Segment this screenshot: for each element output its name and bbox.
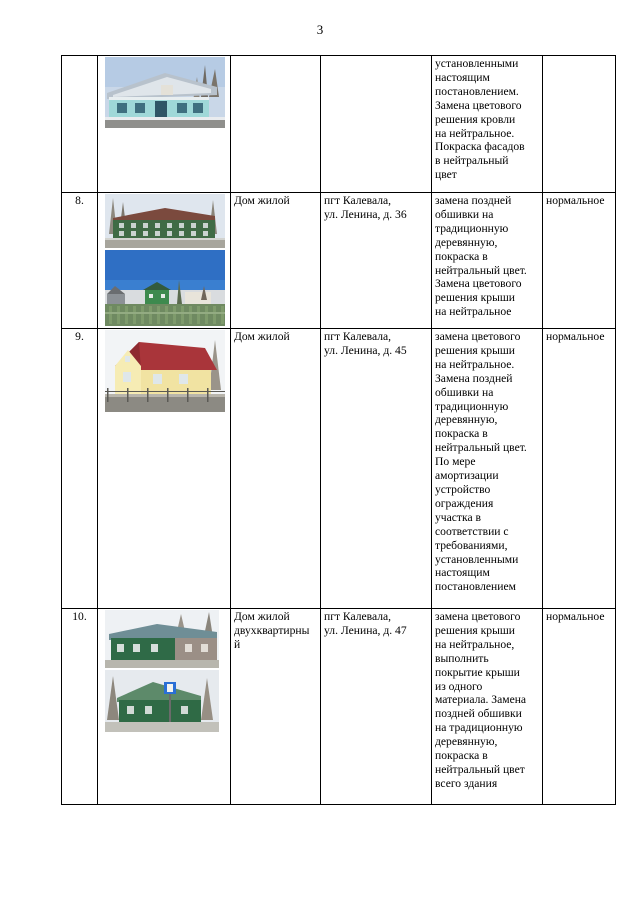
photo-shop-building [105, 57, 227, 128]
photo-cell [98, 609, 231, 805]
page-number: 3 [316, 22, 324, 37]
object-address: пгт Калевала, ул. Ленина, д. 47 [321, 609, 432, 805]
object-address [321, 56, 432, 193]
photo-yellow-house-red-roof [105, 330, 227, 412]
table-row [62, 329, 616, 609]
heritage-objects-table [61, 55, 616, 805]
photo-green-two-storey-house [105, 194, 227, 248]
photo-cell [98, 329, 231, 609]
photo-green-duplex-house [105, 610, 227, 668]
object-name: Дом жилой [231, 193, 321, 329]
row-number [62, 56, 98, 193]
photo-cell [98, 56, 231, 193]
photo-cell [98, 193, 231, 329]
object-address: пгт Калевала, ул. Ленина, д. 36 [321, 193, 432, 329]
object-name: Дом жилой двухквартирны й [231, 609, 321, 805]
row-number: 10. [62, 609, 98, 805]
table-row [62, 193, 616, 329]
row-number: 9. [62, 329, 98, 609]
recommendations: замена цветового решения крыши на нейтральное. Замена поздней обшивки на традиционную деревянную, покраска в нейтральный цвет. По мере амортизации устройство ограждения участка в соответствии с требованиями, установленными настоящим постановлением [432, 329, 543, 609]
photo-green-house-with-sign [105, 670, 227, 732]
condition: нормальное [543, 609, 616, 805]
row-number: 8. [62, 193, 98, 329]
object-name: Дом жилой [231, 329, 321, 609]
table-row [62, 609, 616, 805]
recommendations: замена цветового решения крыши на нейтральное, выполнить покрытие крыши из одного материала. Замена поздней обшивки на традиционную деревянную, покраска в нейтральный цвет всего здания [432, 609, 543, 805]
photo-green-house-behind-fence [105, 250, 227, 326]
condition: нормальное [543, 193, 616, 329]
recommendations: замена поздней обшивки на традиционную деревянную, покраска в нейтральный цвет. Замена цветового решения крыши на нейтральное [432, 193, 543, 329]
object-name [231, 56, 321, 193]
condition: нормальное [543, 329, 616, 609]
table-row [62, 56, 616, 193]
recommendations: установленными настоящим постановлением. Замена цветового решения кровли на нейтральное. Покраска фасадов в нейтральный цвет [432, 56, 543, 193]
condition [543, 56, 616, 193]
object-address: пгт Калевала, ул. Ленина, д. 45 [321, 329, 432, 609]
